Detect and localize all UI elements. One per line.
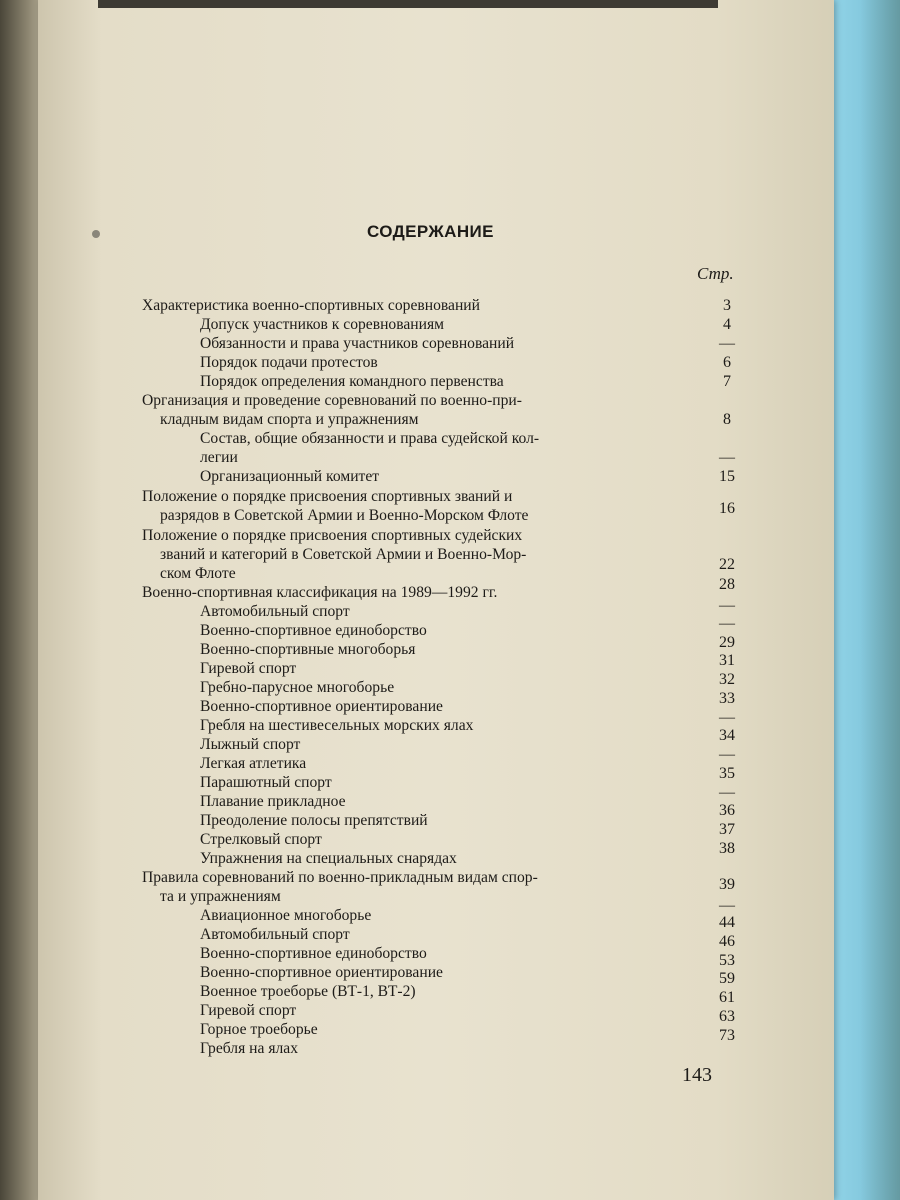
book-page	[38, 0, 834, 1200]
toc-page-number: 32	[719, 671, 735, 688]
toc-entry-line: разрядов в Советской Армии и Военно-Морском Флоте	[160, 507, 529, 524]
page-folio-number: 143	[682, 1064, 712, 1086]
toc-page-number: 8	[723, 411, 731, 428]
toc-page-number: 35	[719, 765, 735, 782]
toc-page-number: —	[719, 897, 735, 914]
toc-page-number: 37	[719, 821, 735, 838]
toc-page-number: 73	[719, 1027, 735, 1044]
toc-entry-line: Военно-спортивная классификация на 1989—1992 гг.	[142, 584, 498, 601]
toc-entry-line: Военно-спортивное ориентирование	[200, 964, 443, 981]
toc-page-number: 34	[719, 727, 735, 744]
toc-entry-line: Лыжный спорт	[200, 736, 301, 753]
toc-page-number: 22	[719, 556, 735, 573]
toc-entry-line: Положение о порядке присвоения спортивных званий и	[142, 488, 513, 505]
toc-page-number: 44	[719, 914, 735, 931]
toc-page-number: 16	[719, 500, 735, 517]
toc-entry-line: Гребля на ялах	[200, 1040, 298, 1057]
toc-page-number: 38	[719, 840, 735, 857]
toc-entry-line: Обязанности и права участников соревнований	[200, 335, 515, 352]
toc-entry-line: Упражнения на специальных снарядах	[200, 850, 457, 867]
toc-page-number: 3	[723, 297, 731, 314]
toc-page-number: 61	[719, 989, 735, 1006]
toc-entry-line: Стрелковый спорт	[200, 831, 322, 848]
cover-edge	[860, 0, 900, 1200]
toc-page-number: 39	[719, 876, 735, 893]
toc-entry-line: Характеристика военно-спортивных соревнований	[142, 297, 480, 314]
toc-page-number: 63	[719, 1008, 735, 1025]
toc-entry-line: Преодоление полосы препятствий	[200, 812, 428, 829]
toc-entry-line: Горное троеборье	[200, 1021, 318, 1038]
toc-entry-line: Положение о порядке присвоения спортивных судейских	[142, 527, 523, 544]
toc-page-number: 6	[723, 354, 731, 371]
toc-entry-line: Организация и проведение соревнований по военно-при-	[142, 392, 522, 409]
toc-entry-line: Военно-спортивные многоборья	[200, 641, 416, 658]
toc-entry-line: Правила соревнований по военно-прикладным видам спор-	[142, 869, 538, 886]
toc-entry-line: Военно-спортивное единоборство	[200, 945, 427, 962]
toc-page-number: 28	[719, 576, 735, 593]
toc-entry-line: Военно-спортивное ориентирование	[200, 698, 443, 715]
toc-entry-line: Допуск участников к соревнованиям	[200, 316, 445, 333]
toc-page-number: 4	[723, 316, 731, 333]
toc-entry-line: Легкая атлетика	[200, 755, 307, 772]
toc-page-number: 29	[719, 634, 735, 651]
toc-entry-line: Гребля на шестивесельных морских ялах	[200, 717, 474, 734]
toc-page-number: —	[719, 449, 735, 466]
toc-entry-line: Авиационное многоборье	[200, 907, 372, 924]
toc-page-number: 31	[719, 652, 735, 669]
toc-entry-line: кладным видам спорта и упражнениям	[160, 411, 419, 428]
toc-entry-line: Военно-спортивное единоборство	[200, 622, 427, 639]
toc-entry-line: званий и категорий в Советской Армии и Военно-Мор-	[160, 546, 527, 563]
toc-text-block	[142, 0, 752, 1200]
toc-entry-line: Порядок подачи протестов	[200, 354, 378, 371]
toc-entry-line: ском Флоте	[160, 565, 236, 582]
toc-entry-line: Гребно-парусное многоборье	[200, 679, 395, 696]
toc-page-number: 46	[719, 933, 735, 950]
toc-entry-line: Гиревой спорт	[200, 660, 297, 677]
toc-entry-line: Порядок определения командного первенства	[200, 373, 504, 390]
toc-entry-line: Плавание прикладное	[200, 793, 346, 810]
toc-page-number: —	[719, 615, 735, 632]
toc-entry-line: Парашютный спорт	[200, 774, 332, 791]
toc-page-number: 36	[719, 802, 735, 819]
toc-page-number: —	[719, 597, 735, 614]
toc-entry-line: Организационный комитет	[200, 468, 380, 485]
toc-entry-line: легии	[200, 449, 238, 466]
toc-entry-line: Автомобильный спорт	[200, 603, 350, 620]
toc-page-number: —	[719, 709, 735, 726]
toc-entry-line: Состав, общие обязанности и права судейской кол-	[200, 430, 540, 447]
page-column-header: Стр.	[697, 264, 734, 283]
page-title: СОДЕРЖАНИЕ	[367, 222, 494, 241]
toc-page-number: —	[719, 784, 735, 801]
toc-page-number: 33	[719, 690, 735, 707]
toc-page-number: 53	[719, 952, 735, 969]
toc-page-number: —	[719, 335, 735, 352]
toc-page-number: 15	[719, 468, 735, 485]
ink-smudge	[92, 230, 100, 238]
toc-page-number: —	[719, 746, 735, 763]
toc-page-number: 7	[723, 373, 731, 390]
toc-page-number: 59	[719, 970, 735, 987]
toc-entry-line: Военное троеборье (ВТ-1, ВТ-2)	[200, 983, 416, 1000]
toc-entry-line: Гиревой спорт	[200, 1002, 297, 1019]
toc-entry-line: та и упражнениям	[160, 888, 281, 905]
toc-entry-line: Автомобильный спорт	[200, 926, 350, 943]
